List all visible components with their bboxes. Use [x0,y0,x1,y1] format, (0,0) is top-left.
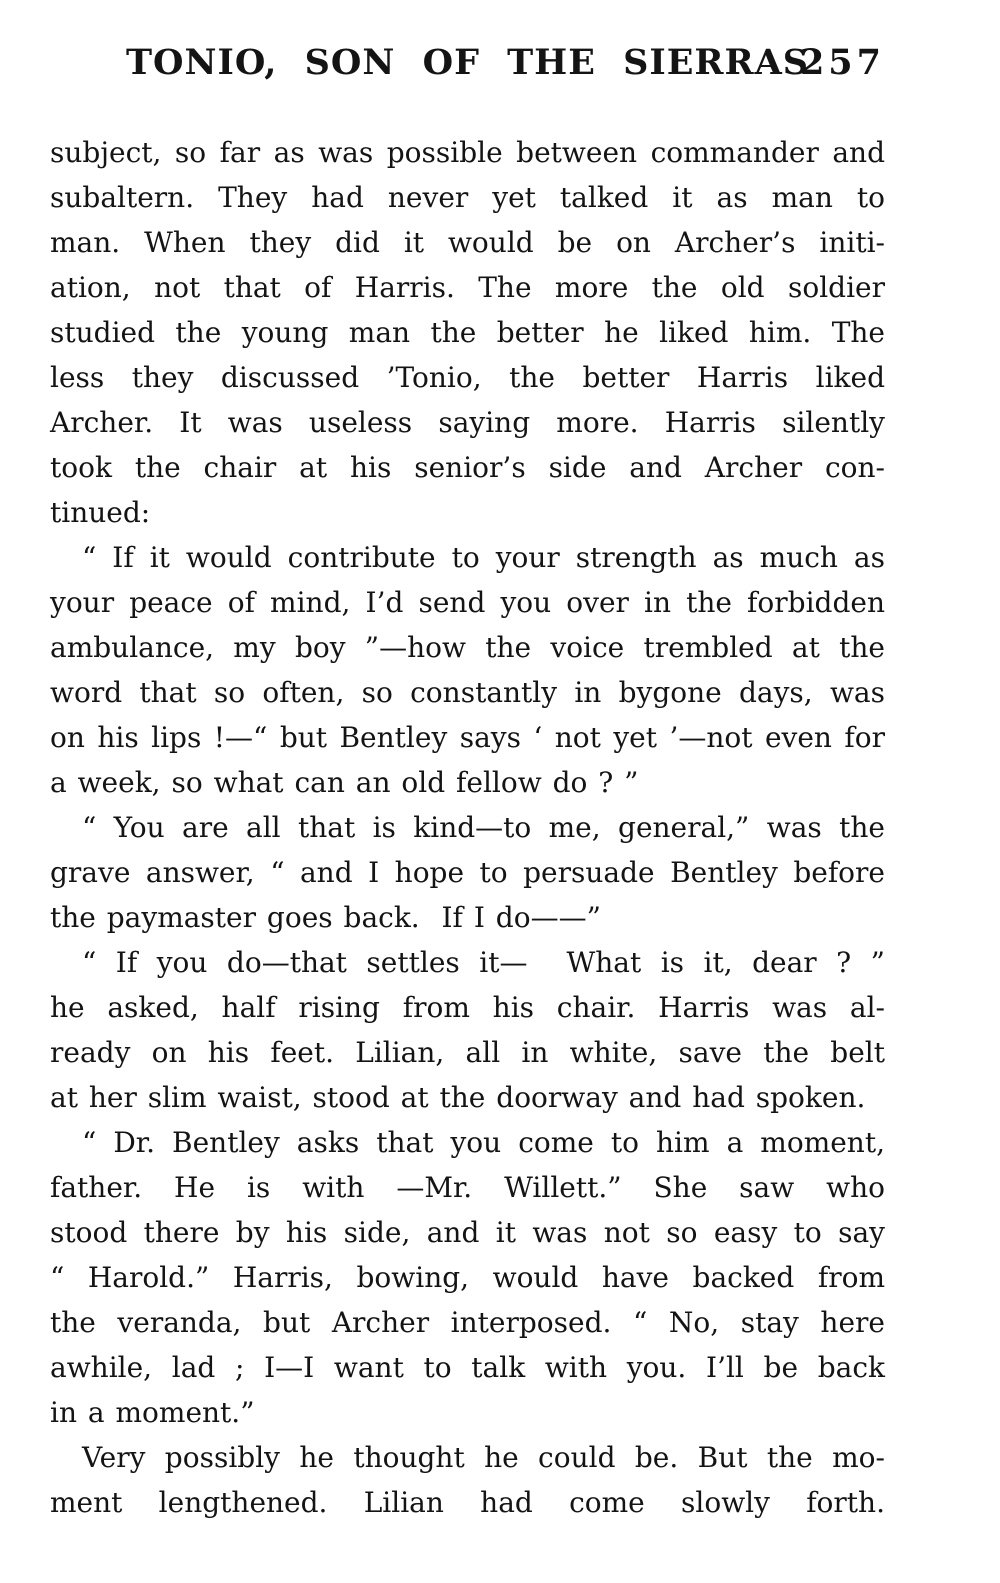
text-line: “ If it would contribute to your strength as much as [82,541,885,574]
text-line: word that so often, so constantly in bygone days, was [50,676,885,709]
text-line: “ Harold.” Harris, bowing, would have backed from [50,1261,885,1294]
text-line: ready on his feet. Lilian, all in white, save the belt [50,1036,885,1069]
text-line: “ Dr. Bentley asks that you come to him a moment, [82,1126,885,1159]
page-title: TONIO, SON OF THE SIERRAS [125,42,810,83]
text-line: took the chair at his senior’s side and Archer con- [50,451,885,484]
text-line: Very possibly he thought he could be. But the mo- [82,1441,885,1474]
text-line: subject, so far as was possible between commander and [50,136,885,169]
text-line: at her slim waist, stood at the doorway and had spoken. [50,1081,866,1114]
text-line: he asked, half rising from his chair. Harris was al- [50,991,885,1024]
text-line: ation, not that of Harris. The more the old soldier [50,271,885,304]
text-line: man. When they did it would be on Archer’s initi- [50,226,885,259]
text-line: a week, so what can an old fellow do ? ” [50,766,639,799]
text-line: subaltern. They had never yet talked it as man to [50,181,885,214]
text-line: the paymaster goes back. If I do——” [50,901,601,934]
text-line: less they discussed ’Tonio, the better Harris liked [50,361,885,394]
text-line: awhile, lad ; I—I want to talk with you. I’ll be back [50,1351,885,1384]
text-line: ment lengthened. Lilian had come slowly forth. [50,1486,885,1519]
text-line: ambulance, my boy ”—how the voice trembled at the [50,631,885,664]
text-line: father. He is with —Mr. Willett.” She saw who [50,1171,885,1204]
text-line: in a moment.” [50,1396,255,1429]
text-line: on his lips !—“ but Bentley says ‘ not yet ’—not even for [50,721,885,754]
body-text [50,130,885,1525]
text-line: tinued: [50,496,151,529]
text-line: your peace of mind, I’d send you over in the forbidden [50,586,885,619]
text-line: the veranda, but Archer interposed. “ No, stay here [50,1306,885,1339]
text-line: stood there by his side, and it was not so easy to say [50,1216,885,1249]
text-line: Archer. It was useless saying more. Harris silently [50,406,885,439]
page-header [50,42,885,94]
text-line: “ You are all that is kind—to me, general,” was the [82,811,885,844]
page-number: 257 [799,42,885,83]
text-line: studied the young man the better he liked him. The [50,316,885,349]
text-line: grave answer, “ and I hope to persuade Bentley before [50,856,885,889]
text-line: “ If you do—that settles it— What is it, dear ? ” [82,946,885,979]
